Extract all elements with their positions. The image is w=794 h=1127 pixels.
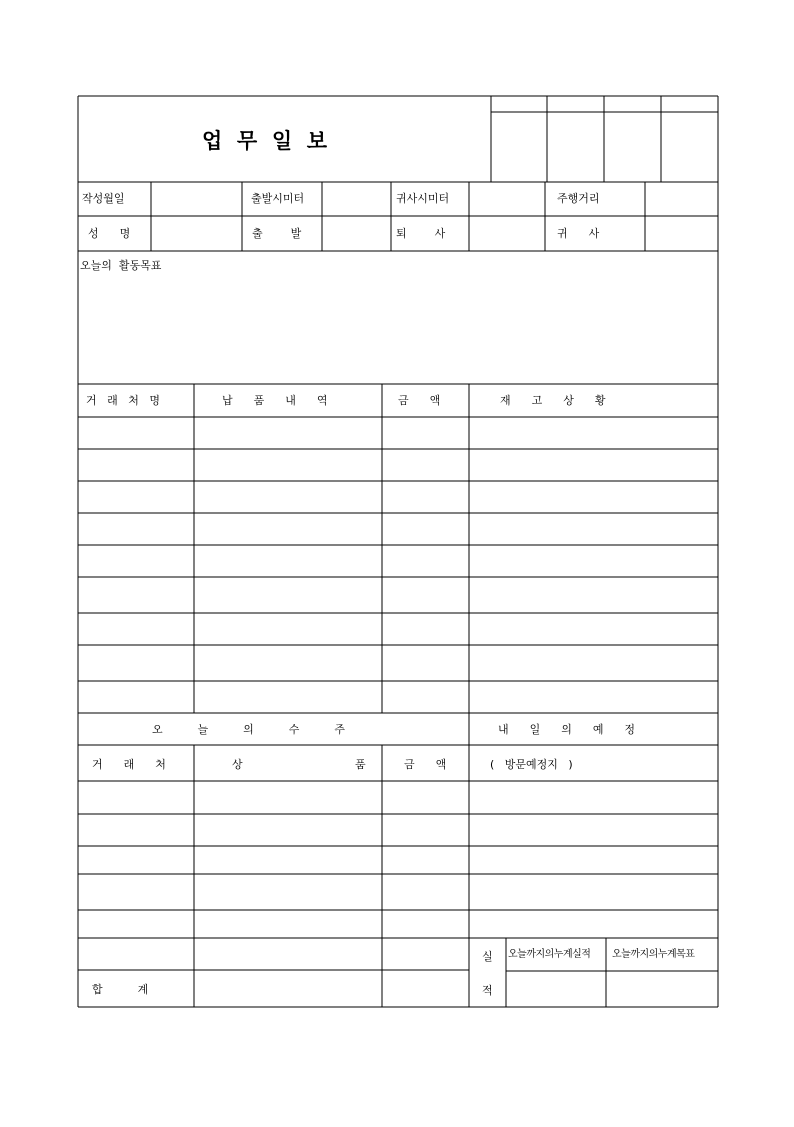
order-rows-area[interactable]	[79, 782, 468, 969]
leave-time-label: 퇴 사	[396, 227, 446, 240]
cumulative-target-field[interactable]	[607, 972, 717, 1006]
today-orders-header: 오 늘 의 수 주	[152, 723, 345, 736]
depart-time-label: 출 발	[252, 227, 302, 240]
approval-sign-box-1[interactable]	[492, 113, 546, 181]
order-product-header-left: 상	[232, 758, 243, 771]
distance-field[interactable]	[646, 183, 717, 215]
tomorrow-plan-header: 내 일 의 예 정	[498, 723, 636, 736]
approval-sign-box-2[interactable]	[548, 113, 603, 181]
delivery-rows-area[interactable]	[79, 418, 717, 712]
achievement-label-bottom: 적	[482, 984, 493, 997]
return-meter-label: 귀사시미터	[396, 192, 450, 205]
distance-label: 주행거리	[557, 192, 600, 205]
depart-meter-label: 출발시미터	[251, 192, 305, 205]
date-label: 작성월일	[82, 192, 125, 205]
return-meter-field[interactable]	[470, 183, 544, 215]
delivery-detail-header: 납 품 내 역	[222, 394, 328, 407]
order-client-header: 거 래 처	[92, 758, 166, 771]
activity-goal-label: 오늘의 활동목표	[80, 259, 162, 272]
cumulative-actual-label: 오늘까지의누계실적	[508, 949, 591, 960]
amount-header: 금 액	[398, 394, 441, 407]
approval-sign-box-4[interactable]	[662, 113, 717, 181]
tomorrow-plan-rows-area[interactable]	[470, 782, 717, 937]
cumulative-actual-field[interactable]	[507, 972, 605, 1006]
cumulative-target-label: 오늘까지의누계목표	[612, 949, 695, 960]
approval-sign-box-3[interactable]	[605, 113, 660, 181]
achievement-label-top: 실	[482, 950, 493, 963]
depart-time-field[interactable]	[323, 217, 390, 250]
form-title: 업 무 일 보	[202, 128, 328, 153]
name-field[interactable]	[152, 217, 241, 250]
date-field[interactable]	[152, 183, 241, 215]
activity-goal-field[interactable]	[79, 276, 717, 383]
return-time-field[interactable]	[646, 217, 717, 250]
total-product-field[interactable]	[195, 971, 381, 1006]
leave-time-field[interactable]	[470, 217, 544, 250]
inventory-status-header: 재 고 상 황	[500, 394, 606, 407]
name-label: 성 명	[88, 227, 131, 240]
order-amount-header: 금 액	[404, 758, 447, 771]
depart-meter-field[interactable]	[323, 183, 390, 215]
order-product-header-right: 품	[355, 758, 366, 771]
total-amount-field[interactable]	[383, 971, 468, 1006]
visit-destination-header: ( 방문예정지 )	[490, 758, 573, 771]
total-label: 합 계	[92, 983, 149, 996]
return-time-label: 귀 사	[557, 227, 600, 240]
client-name-header: 거 래 처 명	[86, 394, 160, 407]
